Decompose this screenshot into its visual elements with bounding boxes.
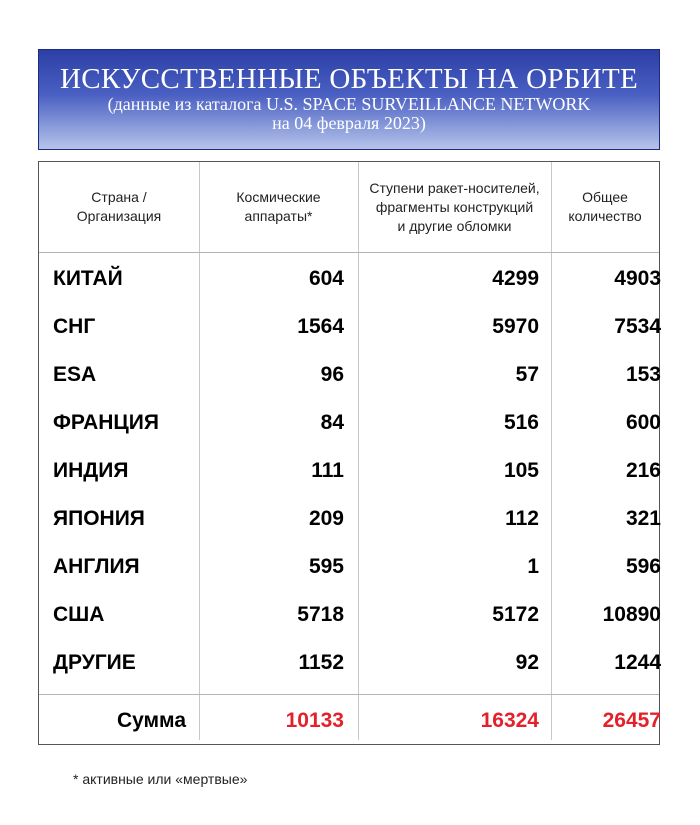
spacecraft-cell: 84: [320, 411, 344, 434]
header-country: [39, 162, 199, 252]
header-divider: [39, 252, 659, 253]
debris-cell: 516: [503, 411, 539, 434]
table-row: [39, 591, 659, 639]
spacecraft-cell: 1564: [297, 315, 344, 338]
header-country-line: Организация: [76, 208, 162, 224]
table-row: [39, 399, 659, 447]
total-cell: 216: [625, 459, 661, 482]
total-cell: 321: [625, 507, 661, 530]
country-cell: США: [53, 603, 105, 626]
spacecraft-cell: 5718: [297, 603, 344, 626]
debris-cell: 1: [527, 555, 539, 578]
country-cell: КИТАЙ: [53, 267, 123, 290]
sum-label: Сумма: [116, 709, 186, 732]
country-cell: СНГ: [53, 315, 96, 338]
total-cell: 1244: [614, 651, 661, 674]
debris-cell: 92: [515, 651, 539, 674]
sum-row: [39, 697, 659, 745]
sum-debris: 16324: [480, 709, 539, 732]
data-table: [38, 161, 660, 745]
spacecraft-cell: 111: [311, 459, 344, 482]
total-cell: 10890: [602, 603, 661, 626]
debris-cell: 57: [515, 363, 539, 386]
table-row: [39, 447, 659, 495]
header-debris-line: и другие обломки: [397, 217, 512, 234]
debris-cell: 112: [505, 507, 539, 530]
header-debris-line: Ступени ракет-носителей,: [369, 179, 540, 196]
debris-cell: 4299: [492, 267, 539, 290]
sum-divider: [39, 694, 659, 695]
header-country-line: Страна /: [91, 189, 147, 205]
table-row: [39, 351, 659, 399]
table-row: [39, 495, 659, 543]
spacecraft-cell: 209: [308, 507, 344, 530]
country-cell: ФРАНЦИЯ: [53, 411, 159, 434]
spacecraft-cell: 595: [308, 555, 344, 578]
table-row: [39, 255, 659, 303]
spacecraft-cell: 96: [320, 363, 344, 386]
table-row: [39, 543, 659, 591]
header-total-line: количество: [568, 208, 642, 224]
total-cell: 600: [625, 411, 661, 434]
table-row: [39, 639, 659, 687]
total-cell: 7534: [614, 315, 661, 338]
header-spacecraft-line: аппараты*: [244, 208, 313, 224]
table-row: [39, 303, 659, 351]
country-cell: ИНДИЯ: [53, 459, 129, 482]
subtitle-line-2: на 04 февраля 2023): [272, 113, 426, 133]
total-cell: 596: [625, 555, 661, 578]
country-cell: ЯПОНИЯ: [53, 507, 145, 530]
header-debris: [358, 162, 551, 252]
spacecraft-cell: 1152: [298, 651, 344, 674]
country-cell: ДРУГИЕ: [53, 651, 136, 674]
debris-cell: 105: [503, 459, 539, 482]
header-debris-line: фрагменты конструкций: [375, 198, 534, 215]
total-cell: 153: [625, 363, 661, 386]
header-spacecraft: [199, 162, 358, 252]
page-title: ИСКУССТВЕННЫЕ ОБЪЕКТЫ НА ОРБИТЕ: [60, 63, 638, 95]
debris-cell: 5172: [492, 603, 539, 626]
header-total: [551, 162, 659, 252]
debris-cell: 5970: [492, 315, 539, 338]
subtitle-line-1: (данные из каталога U.S. SPACE SURVEILLANCE NETWORK: [107, 94, 591, 114]
footnote: * активные или «мертвые»: [73, 771, 248, 787]
sum-spacecraft: 10133: [285, 709, 344, 732]
country-cell: АНГЛИЯ: [53, 555, 140, 578]
total-cell: 4903: [614, 267, 661, 290]
country-cell: ESA: [53, 363, 97, 386]
title-banner: [38, 49, 660, 150]
header-spacecraft-line: Космические: [236, 189, 321, 205]
sum-total: 26457: [602, 709, 661, 732]
header-total-line: Общее: [582, 189, 628, 205]
spacecraft-cell: 604: [308, 267, 344, 290]
